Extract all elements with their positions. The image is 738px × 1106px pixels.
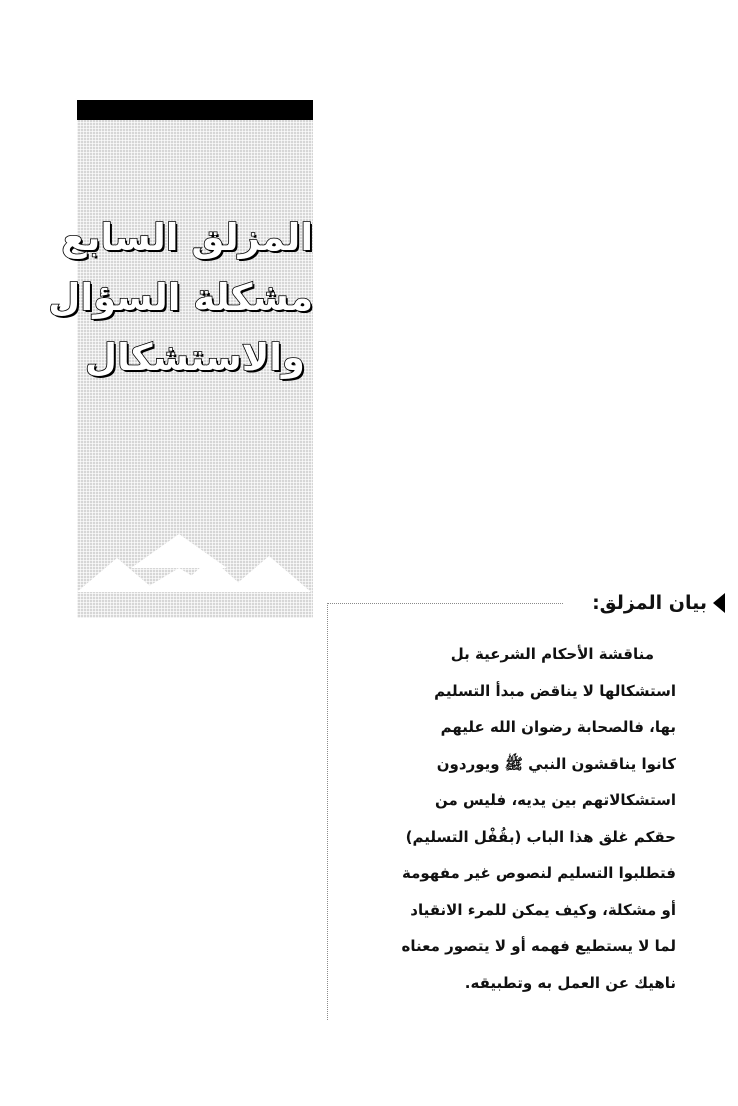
column-dotted-rule [327, 603, 328, 1020]
body-line-6: حقكم غلق هذا الباب (بقُفْل التسليم) [405, 827, 676, 846]
body-line-2: استشكالها لا يناقض مبدأ التسليم [434, 681, 676, 700]
body-line-7: فتطلبوا التسليم لنصوص غير مفهومة [402, 864, 676, 882]
chapter-title-line-2: مشكلة السؤال [48, 276, 313, 319]
body-line-1: مناقشة الأحكام الشرعية بل [450, 645, 654, 663]
arrow-left-icon [713, 593, 725, 613]
heading-dotted-rule [327, 603, 563, 604]
chapter-header-bar [77, 100, 313, 120]
body-line-4: كانوا يناقشون النبي ﷺ ويوردون [436, 754, 676, 773]
section-heading [575, 588, 725, 618]
body-line-9: لما لا يستطيع فهمه أو لا يتصور معناه [401, 937, 676, 955]
body-line-5: استشكالاتهم بين يديه، فليس من [434, 791, 676, 809]
chapter-title-line-1: المزلق السابع [61, 216, 313, 259]
chapter-title-line-3: والاستشكال [85, 336, 305, 379]
chapter-title-panel [48, 100, 313, 618]
body-line-8: أو مشكلة، وكيف يمكن للمرء الانقياد [410, 900, 676, 919]
body-line-10: ناهيك عن العمل به وتطبيقه. [464, 973, 676, 992]
body-line-3: بها، فالصحابة رضوان الله عليهم [440, 718, 676, 736]
body-paragraph [348, 636, 676, 1001]
section-heading-text: بيان المزلق: [592, 592, 707, 614]
chapter-title [48, 208, 313, 388]
decorative-triangles-art [77, 530, 313, 600]
